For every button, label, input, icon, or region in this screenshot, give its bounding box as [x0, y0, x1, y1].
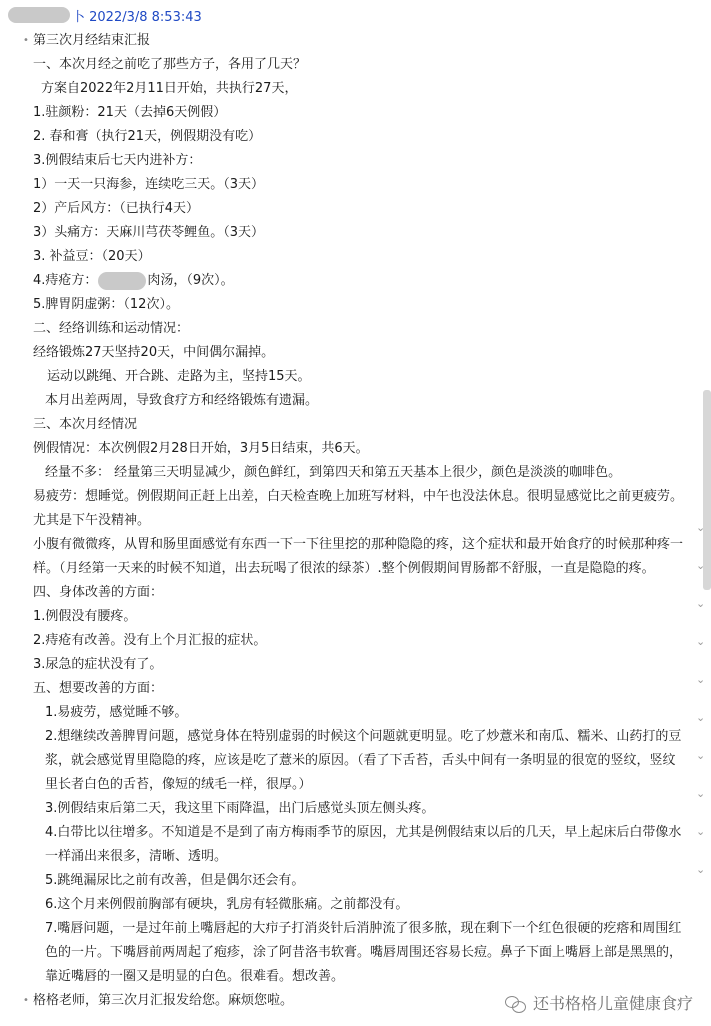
line-text: 2）产后风方：（已执行4天）	[33, 201, 200, 216]
line-text: 4.白带比以往增多。不知道是不是到了南方梅雨季节的原因，尤其是例假结束以后的几天，早上起床后白带像水一样涌出来很多，清晰、透明。	[45, 825, 682, 864]
line-text: 3）头痛方：天麻川芎茯苓鲤鱼。（3天）	[33, 225, 265, 240]
line-text: 四、身体改善的方面：	[33, 585, 164, 600]
line-text: 7.嘴唇问题，一是过年前上嘴唇起的大疖子打消炎针后消肿流了很多脓，现在剩下一个红色很硬的疙瘩和周围红色的一片。下嘴唇前两周起了疱疹，涂了阿昔洛韦软膏。嘴唇周围还容易长痘。鼻子下面上嘴唇上部是黑黑的，靠近嘴唇的一圈又是明显的白色。很难看。想改善。	[45, 921, 683, 984]
message-line	[33, 269, 685, 293]
line-text: 1.例假没有腰疼。	[33, 609, 137, 624]
message-line	[33, 701, 685, 725]
message-line	[33, 533, 685, 581]
message-line	[33, 581, 685, 605]
line-text: 一、本次月经之前吃了那些方子，各用了几天？	[33, 57, 307, 72]
message-line	[33, 365, 685, 389]
line-text: 1.易疲劳，感觉睡不够。	[45, 705, 188, 720]
message-line	[33, 677, 685, 701]
message-line	[33, 893, 685, 917]
message-body	[23, 29, 685, 1013]
line-text: 2.痔疮有改善。没有上个月汇报的症状。	[33, 633, 267, 648]
wechat-icon	[505, 994, 527, 1012]
line-text: 5.跳绳漏尿比之前有改善，但是偶尔还会有。	[45, 873, 305, 888]
line-text: 方案自2022年2月11日开始，共执行27天，	[41, 81, 298, 96]
bullet-icon: •	[23, 995, 29, 1006]
line-text: 3.尿急的症状没有了。	[33, 657, 163, 672]
message-line	[33, 653, 685, 677]
redacted-text	[98, 272, 146, 290]
message-line	[33, 245, 685, 269]
line-text: 2.想继续改善脾胃问题，感觉身体在特别虚弱的时候这个问题就更明显。吃了炒薏米和南瓜、糯米、山药打的豆浆，就会感觉胃里隐隐的疼，应该是吃了薏米的原因。（看了下舌苔，舌头中间有一条明显的很宽的竖纹，竖纹里长者白色的舌苔，像短的绒毛一样，很厚。）	[45, 729, 682, 792]
message-line	[33, 605, 685, 629]
message-line	[33, 725, 685, 797]
message-line	[33, 173, 685, 197]
message-line	[33, 413, 685, 437]
line-text: 格格老师，第三次月汇报发给您。麻烦您啦。	[33, 993, 294, 1008]
message-line	[33, 53, 685, 77]
line-text: 4.痔疮方：	[33, 273, 98, 288]
line-text: 本月出差两周，导致食疗方和经络锻炼有遗漏。	[45, 393, 319, 408]
watermark-text: 还书格格儿童健康食疗	[532, 994, 693, 1013]
line-text: 二、经络训练和运动情况：	[33, 321, 190, 336]
bullet-icon: •	[23, 35, 29, 46]
message-line	[33, 197, 685, 221]
line-text: 3.例假结束后七天内进补方：	[33, 153, 202, 168]
line-text: 易疲劳：想睡觉。例假期间正赶上出差，白天检查晚上加班写材料，中午也没法休息。很明显感觉比之前更疲劳。尤其是下午没精神。	[33, 489, 684, 528]
message-line	[33, 125, 685, 149]
message-line	[33, 629, 685, 653]
message-line	[33, 101, 685, 125]
message-line	[33, 485, 685, 533]
line-text: 3.例假结束后第二天，我这里下雨降温，出门后感觉头顶左侧头疼。	[45, 801, 435, 816]
message-line	[33, 917, 685, 989]
line-text-continued: 肉汤，（9次）。	[147, 273, 234, 288]
line-text: 例假情况：本次例假2月28日开始，3月5日结束，共6天。	[33, 441, 369, 456]
line-text: 1）一天一只海参，连续吃三天。（3天）	[33, 177, 265, 192]
line-text: 运动以跳绳、开合跳、走路为主，坚持15天。	[47, 369, 311, 384]
message-line	[33, 437, 685, 461]
line-text: 5.脾胃阴虚粥：（12次）。	[33, 297, 179, 312]
line-text: 第三次月经结束汇报	[33, 33, 151, 48]
message-line	[33, 341, 685, 365]
message-line	[33, 149, 685, 173]
side-marks: ⌄ ⌄ ⌄ ⌄ ⌄ ⌄ ⌄ ⌄ ⌄ ⌄	[696, 521, 706, 876]
message-paragraph	[23, 29, 685, 53]
message-line	[33, 461, 685, 485]
message-line	[33, 821, 685, 869]
line-text: 经量不多： 经量第三天明显减少，颜色鲜红，到第四天和第五天基本上很少，颜色是淡淡的咖啡色。	[45, 465, 622, 480]
line-text: 经络锻炼27天坚持20天，中间偶尔漏掉。	[33, 345, 275, 360]
message-line	[33, 797, 685, 821]
message-line	[33, 221, 685, 245]
message-line	[33, 869, 685, 893]
message-header	[8, 6, 202, 24]
message-line	[33, 293, 685, 317]
message-line	[33, 77, 685, 101]
line-text: 1.驻颜粉：21天（去掉6天例假）	[33, 105, 227, 120]
redacted-sender-name	[8, 7, 70, 23]
watermark	[505, 991, 693, 1014]
line-text: 小腹有微微疼，从胃和肠里面感觉有东西一下一下往里挖的那种隐隐的疼，这个症状和最开始食疗的时候那种疼一样。（月经第一天来的时候不知道，出去玩喝了很浓的绿茶）.整个例假期间胃肠都不舒服，一直是隐隐的疼。	[33, 537, 684, 576]
line-text: 6.这个月来例假前胸部有硬块，乳房有轻微胀痛。之前都没有。	[45, 897, 409, 912]
line-text: 2. 春和膏（执行21天，例假期没有吃）	[33, 129, 262, 144]
line-text: 3. 补益豆：（20天）	[33, 249, 151, 264]
message-timestamp: 卜 2022/3/8 8:53:43	[72, 9, 202, 25]
line-text: 三、本次月经情况	[33, 417, 138, 432]
line-text: 五、想要改善的方面：	[33, 681, 164, 696]
message-line	[33, 389, 685, 413]
message-line	[33, 317, 685, 341]
